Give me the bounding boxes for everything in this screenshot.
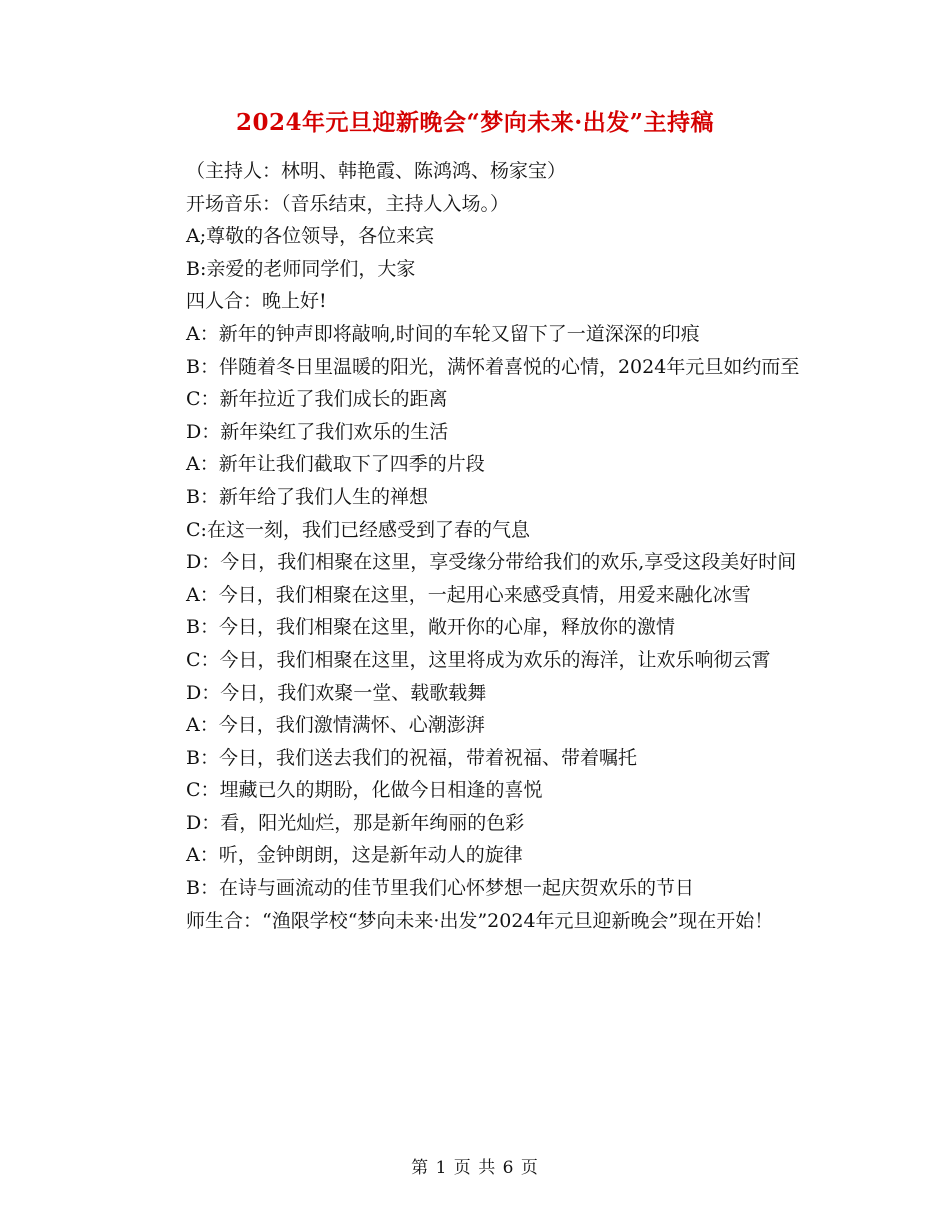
- paragraph: 四人合：晚上好!: [186, 290, 327, 313]
- paragraph: A：听，金钟朗朗，这是新年动人的旋律: [186, 844, 523, 867]
- paragraph: 开场音乐：（音乐结束，主持人入场。）: [186, 192, 510, 215]
- paragraph: B:亲爱的老师同学们，大家: [186, 257, 416, 280]
- page-footer: 第 1 页 共 6 页: [411, 1158, 539, 1178]
- document-title: 2024年元旦迎新晚会“梦向未来·出发”主持稿: [236, 109, 714, 136]
- paragraph: D：新年染红了我们欢乐的生活: [186, 420, 449, 443]
- paragraph: D：今日，我们欢聚一堂、载歌载舞: [186, 681, 487, 704]
- paragraph: B：今日，我们送去我们的祝福，带着祝福、带着嘱托: [186, 746, 637, 769]
- paragraph: B：伴随着冬日里温暖的阳光，满怀着喜悦的心情，2024年元旦如约而至: [186, 355, 800, 378]
- paragraph: D：看，阳光灿烂，那是新年绚丽的色彩: [186, 811, 525, 834]
- paragraph: B：在诗与画流动的佳节里我们心怀梦想一起庆贺欢乐的节日: [186, 877, 694, 900]
- paragraph: A;尊敬的各位领导，各位来宾: [186, 225, 435, 248]
- document-body: [142, 155, 812, 937]
- paragraph: D：今日，我们相聚在这里，享受缘分带给我们的欢乐,享受这段美好时间: [186, 551, 797, 574]
- paragraph: A：今日，我们激情满怀、心潮澎湃: [186, 714, 485, 737]
- paragraph-hosts: （主持人：林明、韩艳霞、陈鸿鸿、杨家宝）: [186, 160, 567, 182]
- paragraph: B：今日，我们相聚在这里，敞开你的心扉，释放你的激情: [186, 616, 675, 639]
- paragraph: B：新年给了我们人生的禅想: [186, 485, 428, 508]
- paragraph: A：新年的钟声即将敲响,时间的车轮又留下了一道深深的印痕: [186, 322, 700, 345]
- paragraph: C：新年拉近了我们成长的距离: [186, 388, 448, 411]
- paragraph: A：今日，我们相聚在这里，一起用心来感受真情，用爱来融化冰雪: [186, 583, 751, 606]
- paragraph: C:在这一刻，我们已经感受到了春的气息: [186, 518, 530, 541]
- paragraph-closing: 师生合：“渔限学校“梦向未来·出发”2024年元旦迎新晚会”现在开始！: [186, 909, 774, 932]
- paragraph: C：埋藏已久的期盼，化做今日相逢的喜悦: [186, 779, 543, 802]
- paragraph: A：新年让我们截取下了四季的片段: [186, 453, 485, 476]
- paragraph: C：今日，我们相聚在这里，这里将成为欢乐的海洋，让欢乐响彻云霄: [186, 648, 771, 671]
